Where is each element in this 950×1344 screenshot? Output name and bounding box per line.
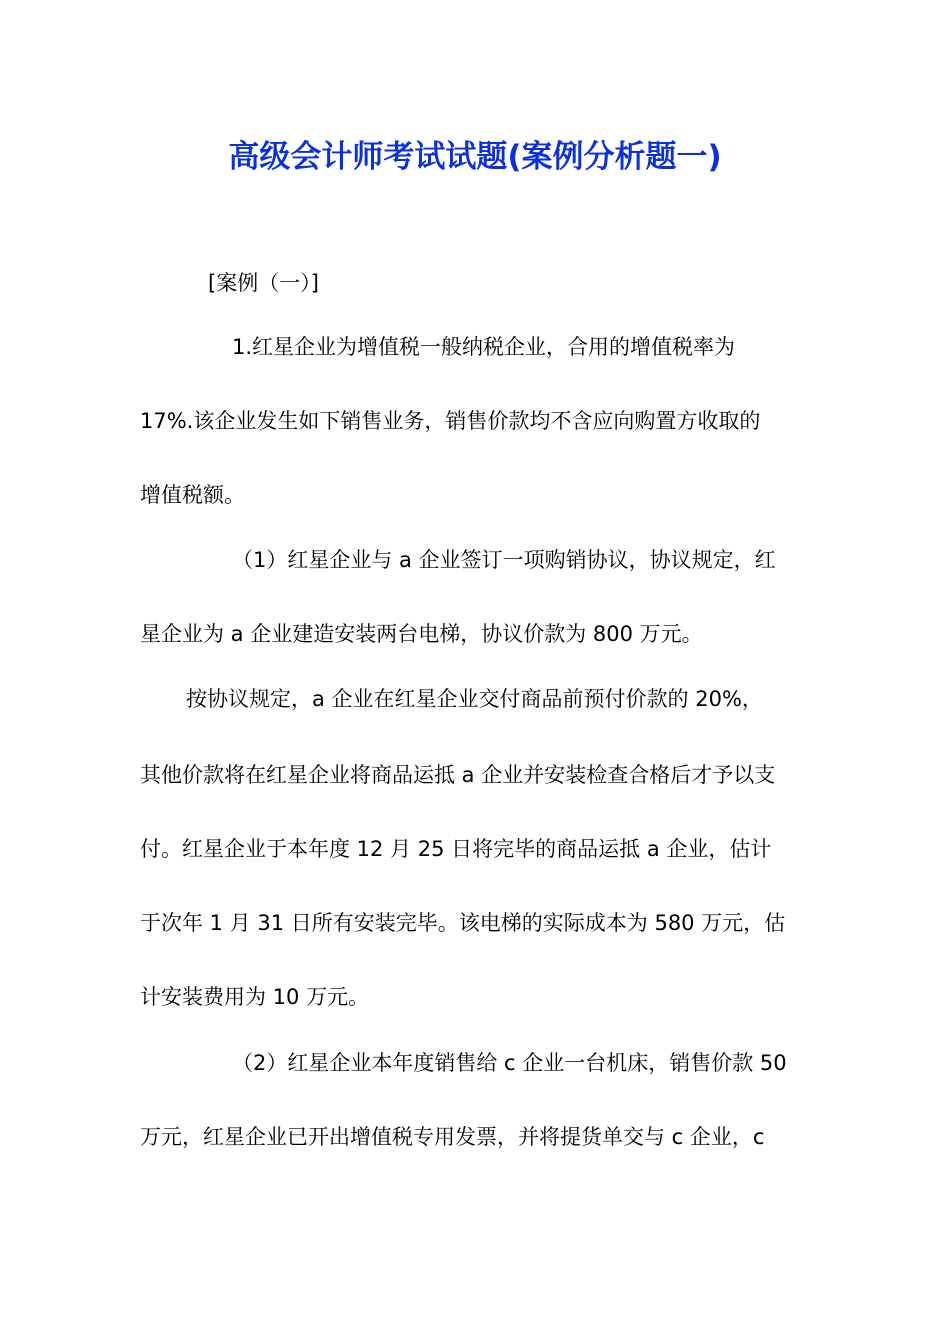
paragraph-line: 其他价款将在红星企业将商品运抵 a 企业并安装检查合格后才予以支 [140,763,776,787]
paragraph-line: 星企业为 a 企业建造安装两台电梯，协议价款为 800 万元。 [140,622,703,646]
paragraph-line: （2）红星企业本年度销售给 c 企业一台机床，销售价款 50 [232,1051,787,1075]
paragraph-line: 付。红星企业于本年度 12 月 25 日将完毕的商品运抵 a 企业，估计 [140,837,772,861]
paragraph-line: 万元，红星企业已开出增值税专用发票，并将提货单交与 c 企业，c [140,1125,765,1149]
paragraph-line: 增值税额。 [140,483,245,507]
paragraph-line: 计安装费用为 10 万元。 [140,985,370,1009]
paragraph-line: 1.红星企业为增值税一般纳税企业，合用的增值税率为 [232,335,736,359]
paragraph-line: 于次年 1 月 31 日所有安装完毕。该电梯的实际成本为 580 万元，估 [140,911,786,935]
case-heading: [案例（一）] [208,271,319,295]
paragraph-line: （1）红星企业与 a 企业签订一项购销协议，协议规定，红 [232,548,776,572]
paragraph-line: 按协议规定，a 企业在红星企业交付商品前预付价款的 20%， [186,687,763,711]
document-title: 高级会计师考试试题(案例分析题一) [228,139,722,175]
paragraph-line: 17%.该企业发生如下销售业务，销售价款均不含应向购置方收取的 [140,409,761,433]
